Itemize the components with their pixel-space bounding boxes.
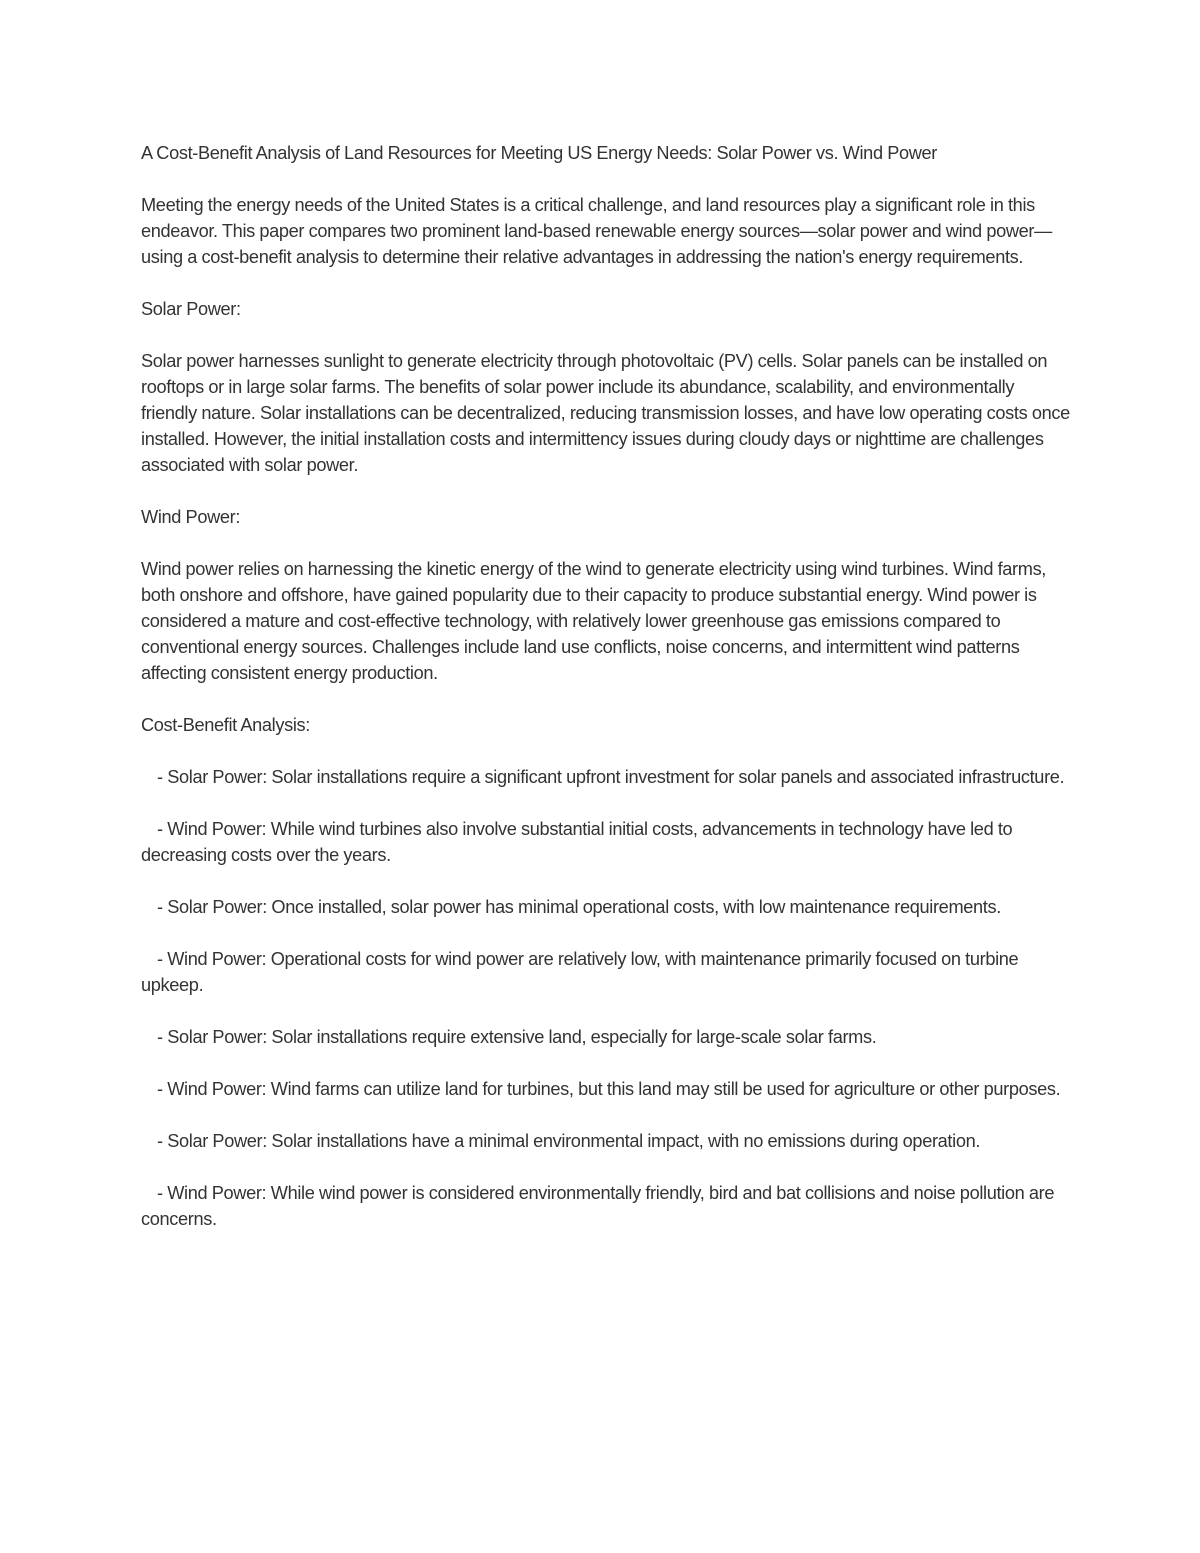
- document-body: [141, 140, 1070, 1232]
- wind-heading: Wind Power:: [141, 507, 241, 527]
- list-item: - Solar Power: Solar installations require extensive land, especially for large-scale solar farms.: [157, 1027, 877, 1047]
- list-item: - Wind Power: While wind power is considered environmentally friendly, bird and bat collisions and noise pollution are concerns.: [141, 1183, 1055, 1229]
- document-title: A Cost-Benefit Analysis of Land Resources for Meeting US Energy Needs: Solar Power vs. Wind Power: [141, 143, 938, 163]
- list-item: - Solar Power: Once installed, solar power has minimal operational costs, with low maintenance requirements.: [157, 897, 1001, 917]
- list-item: - Wind Power: While wind turbines also involve substantial initial costs, advancements in technology have led to decreasing costs over the years.: [141, 819, 1013, 865]
- list-item: - Solar Power: Solar installations require a significant upfront investment for solar panels and associated infrastructure.: [157, 767, 1065, 787]
- intro-paragraph: Meeting the energy needs of the United States is a critical challenge, and land resources play a significant role in this endeavor. This paper compares two prominent land-based renewable energy sources—solar power and wind power—using a cost-benefit analysis to determine their relative advantages in addressing the nation's energy requirements.: [141, 195, 1052, 267]
- list-item: - Wind Power: Operational costs for wind power are relatively low, with maintenance primarily focused on turbine upkeep.: [141, 949, 1019, 995]
- solar-paragraph: Solar power harnesses sunlight to generate electricity through photovoltaic (PV) cells. Solar panels can be installed on rooftops or in large solar farms. The benefits of solar power include its abundance, scalability, and environmentally friendly nature. Solar installations can be decentralized, reducing transmission losses, and have low operating costs once installed. However, the initial installation costs and intermittency issues during cloudy days or nighttime are challenges associated with solar power.: [141, 351, 1070, 475]
- solar-heading: Solar Power:: [141, 299, 241, 319]
- list-item: - Solar Power: Solar installations have a minimal environmental impact, with no emissions during operation.: [157, 1131, 981, 1151]
- cost-benefit-heading: Cost-Benefit Analysis:: [141, 715, 311, 735]
- list-item: - Wind Power: Wind farms can utilize land for turbines, but this land may still be used for agriculture or other purposes.: [157, 1079, 1061, 1099]
- wind-paragraph: Wind power relies on harnessing the kinetic energy of the wind to generate electricity using wind turbines. Wind farms, both onshore and offshore, have gained popularity due to their capacity to produce substantial energy. Wind power is considered a mature and cost-effective technology, with relatively lower greenhouse gas emissions compared to conventional energy sources. Challenges include land use conflicts, noise concerns, and intermittent wind patterns affecting consistent energy production.: [141, 559, 1047, 683]
